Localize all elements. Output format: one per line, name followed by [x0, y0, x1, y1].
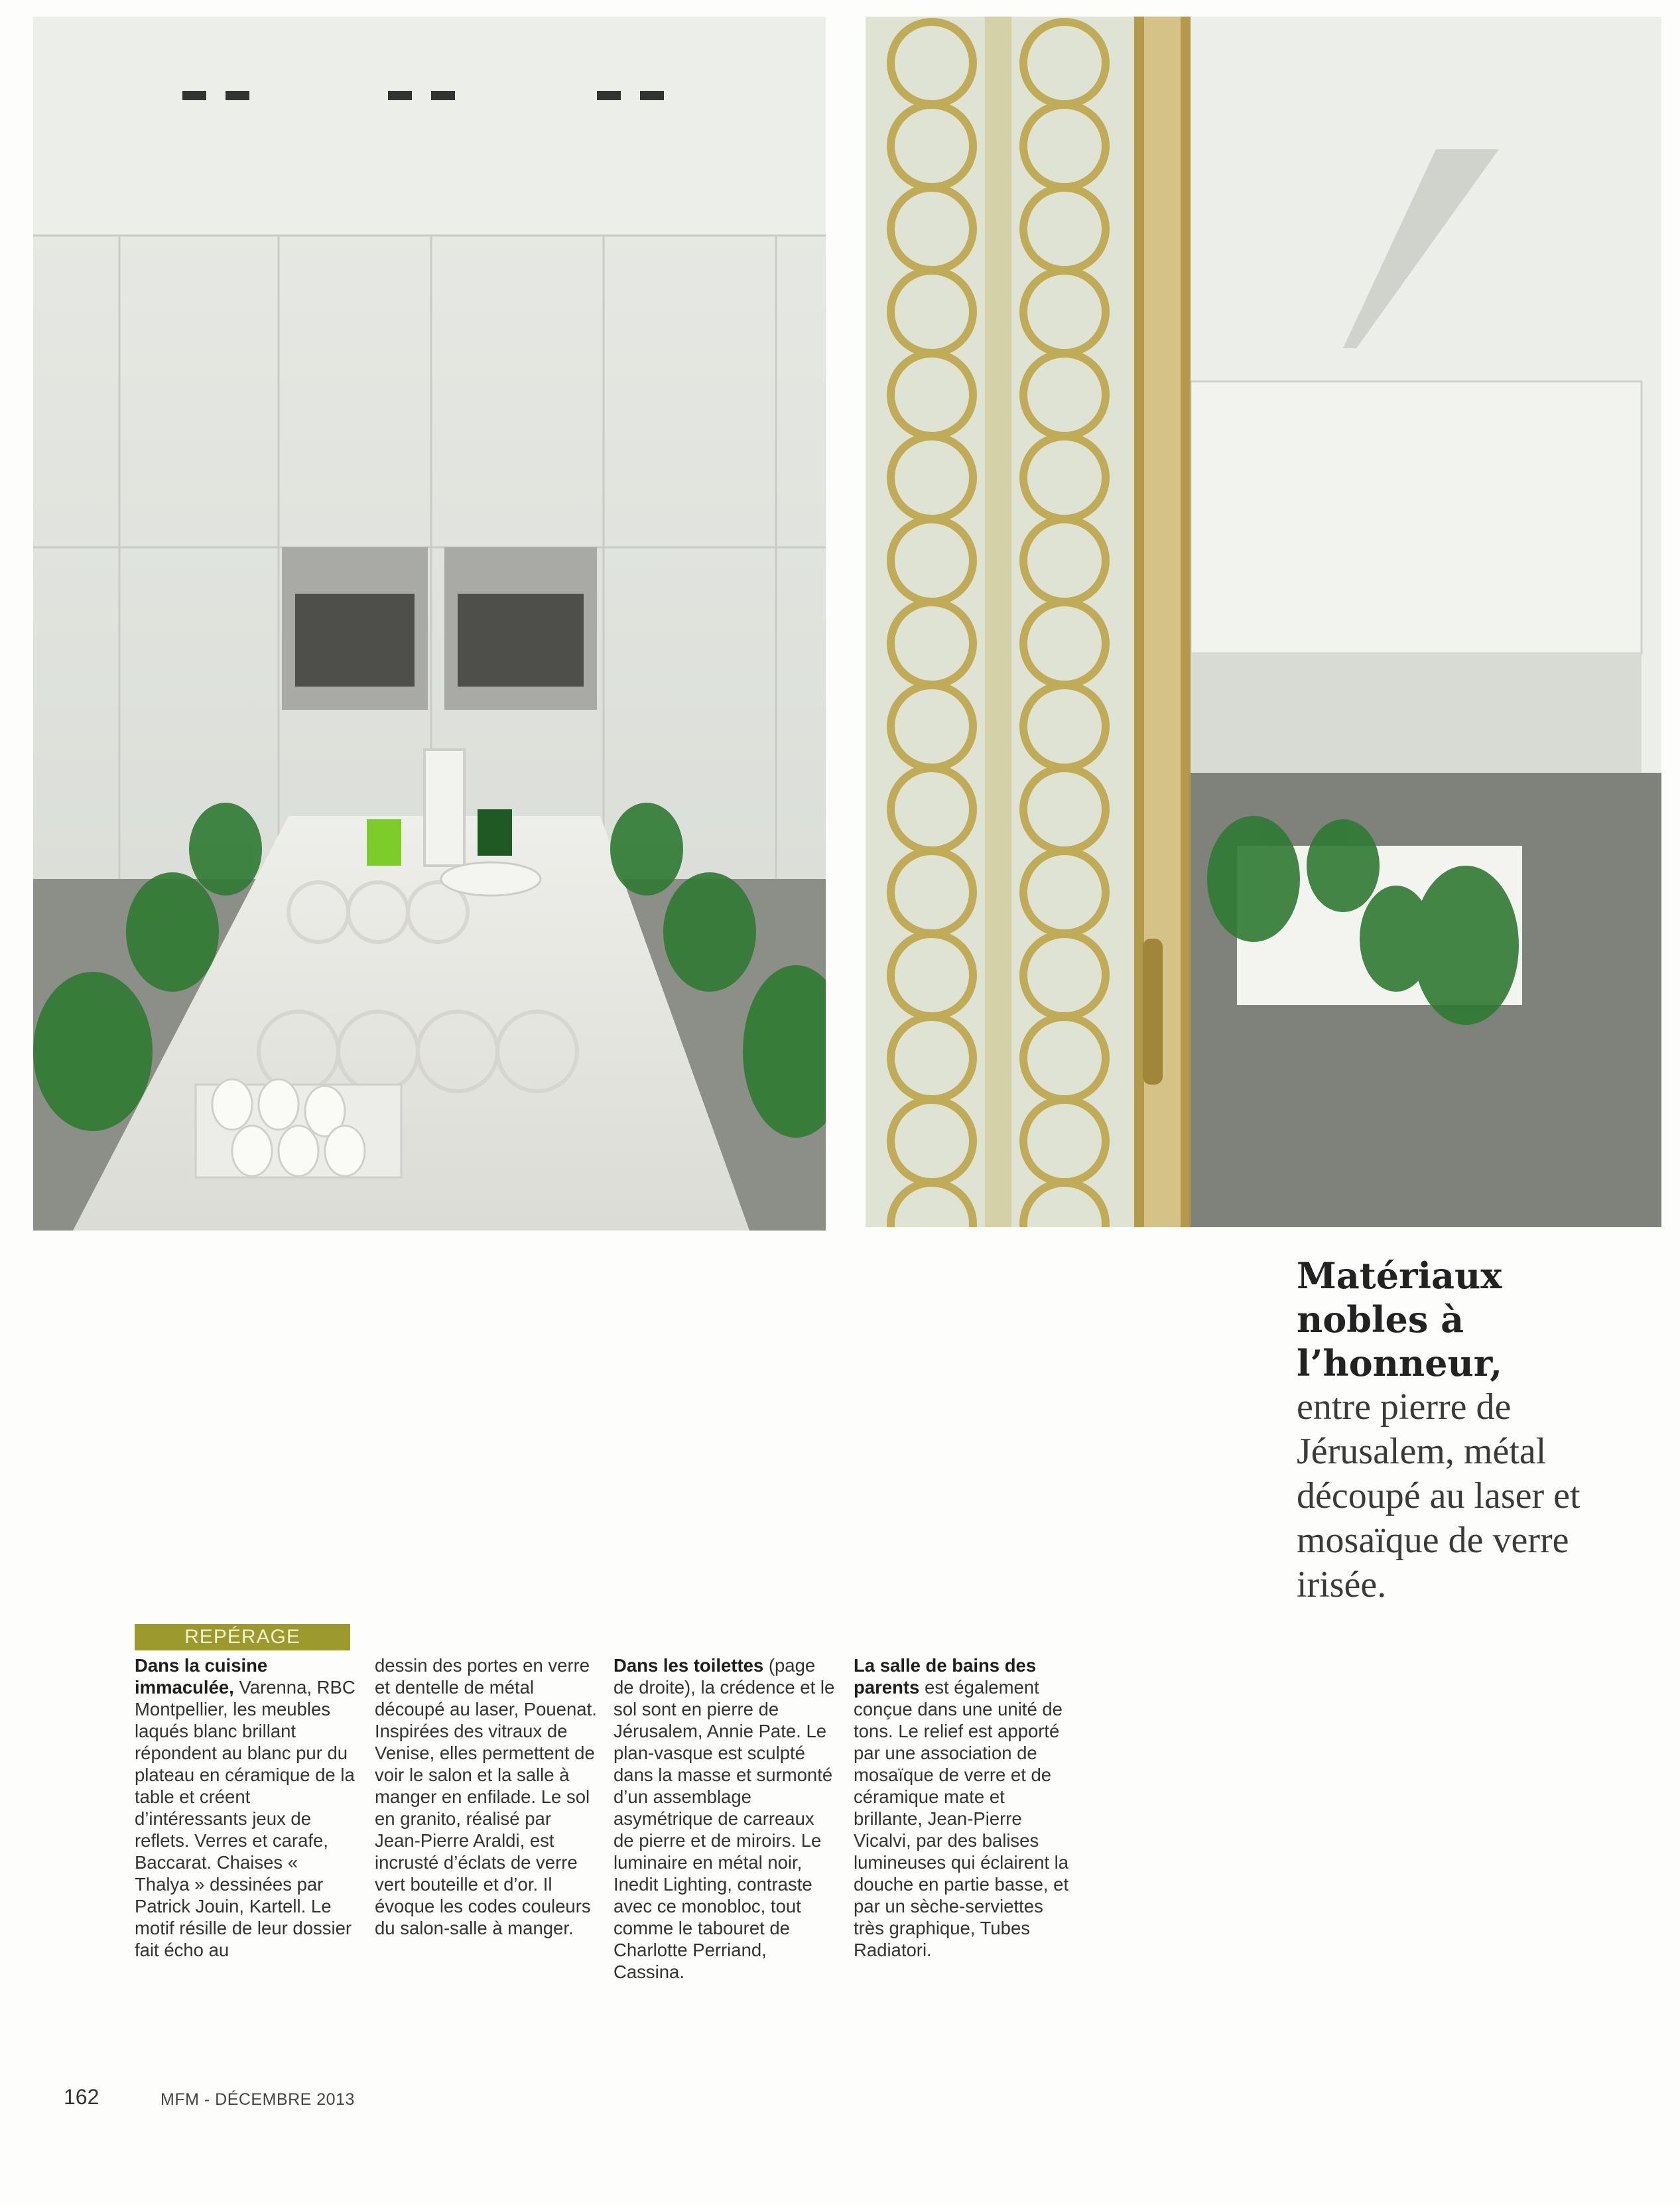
page-number: 162 [64, 2085, 99, 2109]
kitchen-photo [33, 17, 826, 1231]
column-1-heading: Dans la cuisine immaculée, [135, 1655, 268, 1698]
column-1-text: Varenna, RBC Montpellier, les meubles laqués blanc brillant répondent au blanc pur du plateau en céramique de la table et créent d’intéressants jeux de reflets. Verres et carafe, Baccarat. Chaises « Thalya » dessinées par Patrick Jouin, Kartell. Le motif résille de leur dossier fait écho au [135, 1677, 355, 1960]
pull-quote-text: entre pierre de Jérusalem, métal découpé au laser et mosaïque de verre irisée. [1297, 1386, 1581, 1605]
reperage-column-4 [854, 1654, 1076, 1961]
dining-screen-photo [866, 17, 1661, 1227]
pull-quote [1297, 1254, 1642, 1607]
pull-quote-lead: Matériaux nobles à l’honneur, [1297, 1254, 1503, 1384]
column-4-text: est également conçue dans une unité de tons. Le relief est apporté par une association de mosaïque de verre et de céramique mate et brillante, Jean-Pierre Vicalvi, par des balises lumineuses qui éclairent la douche en partie basse, et par un sèche-serviettes très graphique, Tubes Radiatori. [854, 1677, 1069, 1960]
reperage-column-2 [375, 1654, 597, 1939]
column-4-heading: La salle de bains des parents [854, 1655, 1037, 1698]
column-2-text: dessin des portes en verre et dentelle de métal découpé au laser, Pouenat. Inspirées des vitraux de Venise, elles permettent de voir le salon et la salle à manger en enfilade. Le sol en granito, réalisé par Jean-Pierre Araldi, est incrusté d’éclats de verre vert bouteille et d’or. Il évoque les codes couleurs du salon-salle à manger. [375, 1655, 597, 1938]
column-3-text: (page de droite), la crédence et le sol sont en pierre de Jérusalem, Annie Pate. Le plan-vasque est sculpté dans la masse et surmonté d’un assemblage asymétrique de carreaux de pierre et de miroirs. Le luminaire en métal noir, Inedit Lighting, contraste avec ce monobloc, tout comme le tabouret de Charlotte Perriand, Cassina. [614, 1655, 835, 1982]
reperage-tag: REPÉRAGE [135, 1624, 350, 1650]
issue-line: MFM - DÉCEMBRE 2013 [161, 2090, 355, 2109]
column-3-heading: Dans les toilettes [614, 1655, 769, 1676]
reperage-column-1 [135, 1654, 357, 1961]
reperage-column-3 [614, 1654, 836, 1983]
